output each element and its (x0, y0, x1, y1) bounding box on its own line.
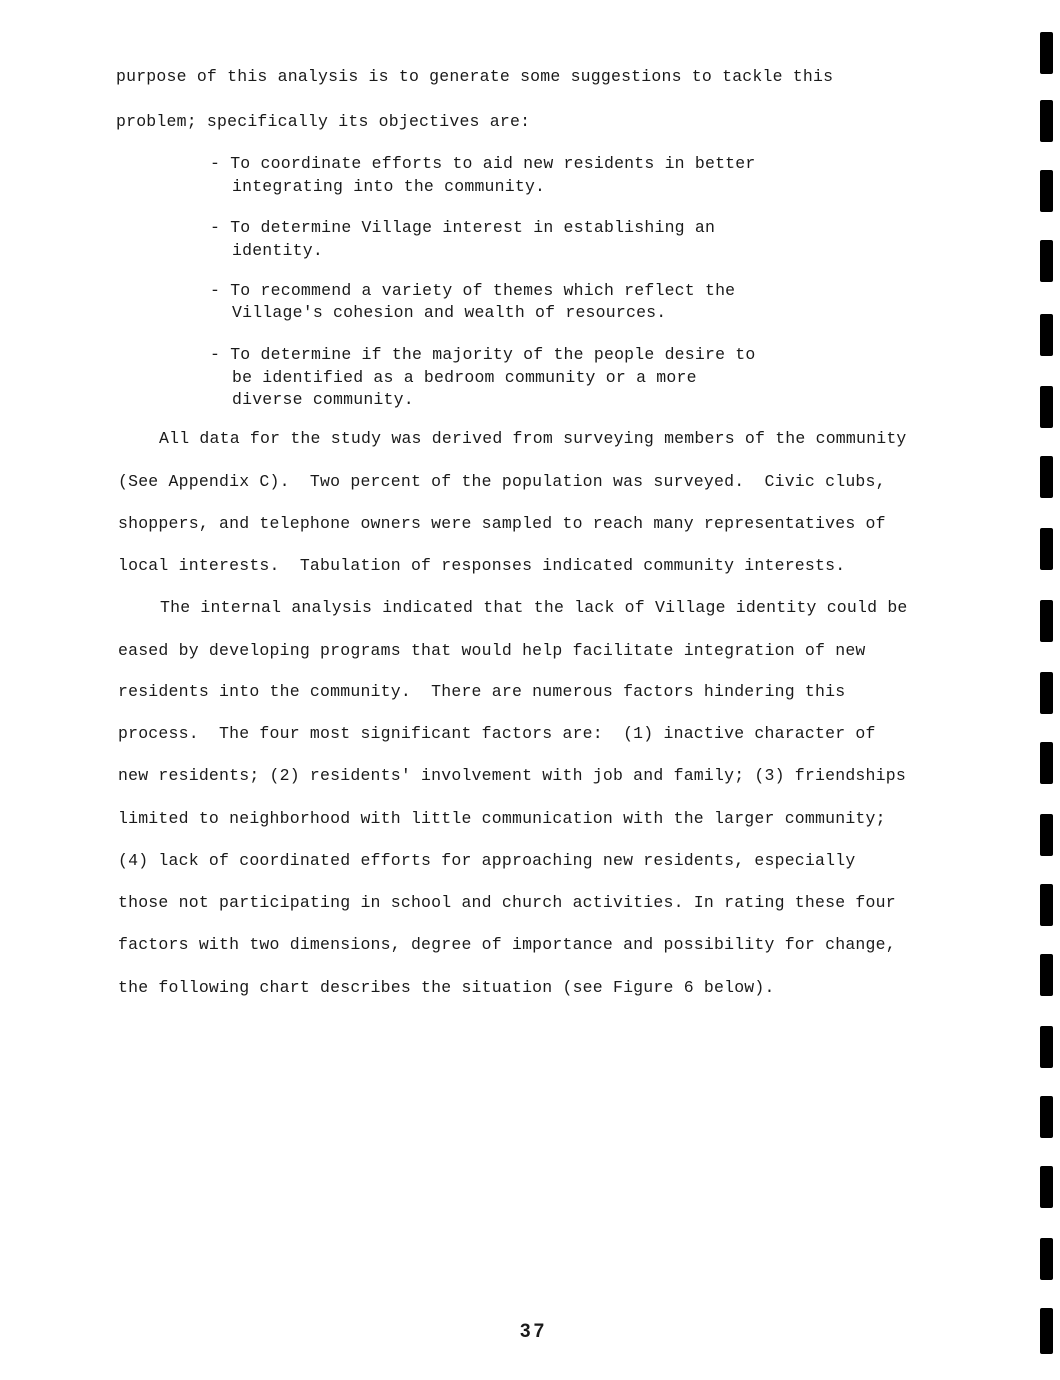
binding-mark (1040, 954, 1053, 996)
binding-mark (1040, 1096, 1053, 1138)
binding-mark (1040, 314, 1053, 356)
binding-mark (1040, 600, 1053, 642)
binding-mark (1040, 1238, 1053, 1280)
bullet-line: diverse community. (232, 390, 414, 409)
text-line: residents into the community. There are numerous factors hindering this (118, 682, 846, 701)
text-line: those not participating in school and church activities. In rating these four (118, 893, 896, 912)
page-number: 37 (520, 1321, 548, 1342)
text-line: All data for the study was derived from surveying members of the community (159, 429, 907, 448)
binding-mark (1040, 240, 1053, 282)
text-line: new residents; (2) residents' involvement with job and family; (3) friendships (118, 766, 906, 785)
bullet-line: integrating into the community. (232, 177, 546, 196)
binding-mark (1040, 814, 1053, 856)
text-line: process. The four most significant factors are: (1) inactive character of (118, 724, 876, 743)
binding-mark (1040, 386, 1053, 428)
text-line: eased by developing programs that would help facilitate integration of new (118, 641, 866, 660)
text-line: factors with two dimensions, degree of importance and possibility for change, (118, 935, 896, 954)
text-line: local interests. Tabulation of responses indicated community interests. (118, 556, 846, 575)
binding-mark (1040, 528, 1053, 570)
bullet-line: be identified as a bedroom community or a more (232, 368, 697, 387)
binding-mark (1040, 1308, 1053, 1354)
text-line: The internal analysis indicated that the lack of Village identity could be (160, 598, 908, 617)
binding-mark (1040, 742, 1053, 784)
binding-mark (1040, 672, 1053, 714)
binding-mark (1040, 456, 1053, 498)
bullet-line: identity. (232, 241, 323, 260)
binding-mark (1040, 170, 1053, 212)
binding-mark (1040, 32, 1053, 74)
text-line: purpose of this analysis is to generate some suggestions to tackle this (116, 67, 834, 86)
binding-mark (1040, 1026, 1053, 1068)
bullet-line: - To determine if the majority of the people desire to (210, 345, 756, 364)
text-line: problem; specifically its objectives are: (116, 112, 531, 131)
text-line: the following chart describes the situation (see Figure 6 below). (118, 978, 775, 997)
text-line: (See Appendix C). Two percent of the population was surveyed. Civic clubs, (118, 472, 886, 491)
bullet-line: Village's cohesion and wealth of resources. (232, 303, 667, 322)
binding-mark (1040, 1166, 1053, 1208)
binding-mark (1040, 100, 1053, 142)
bullet-line: - To determine Village interest in establishing an (210, 218, 716, 237)
text-line: (4) lack of coordinated efforts for approaching new residents, especially (118, 851, 856, 870)
bullet-line: - To coordinate efforts to aid new residents in better (210, 154, 756, 173)
binding-mark (1040, 884, 1053, 926)
text-line: limited to neighborhood with little communication with the larger community; (118, 809, 886, 828)
bullet-line: - To recommend a variety of themes which reflect the (210, 281, 736, 300)
text-line: shoppers, and telephone owners were sampled to reach many representatives of (118, 514, 886, 533)
